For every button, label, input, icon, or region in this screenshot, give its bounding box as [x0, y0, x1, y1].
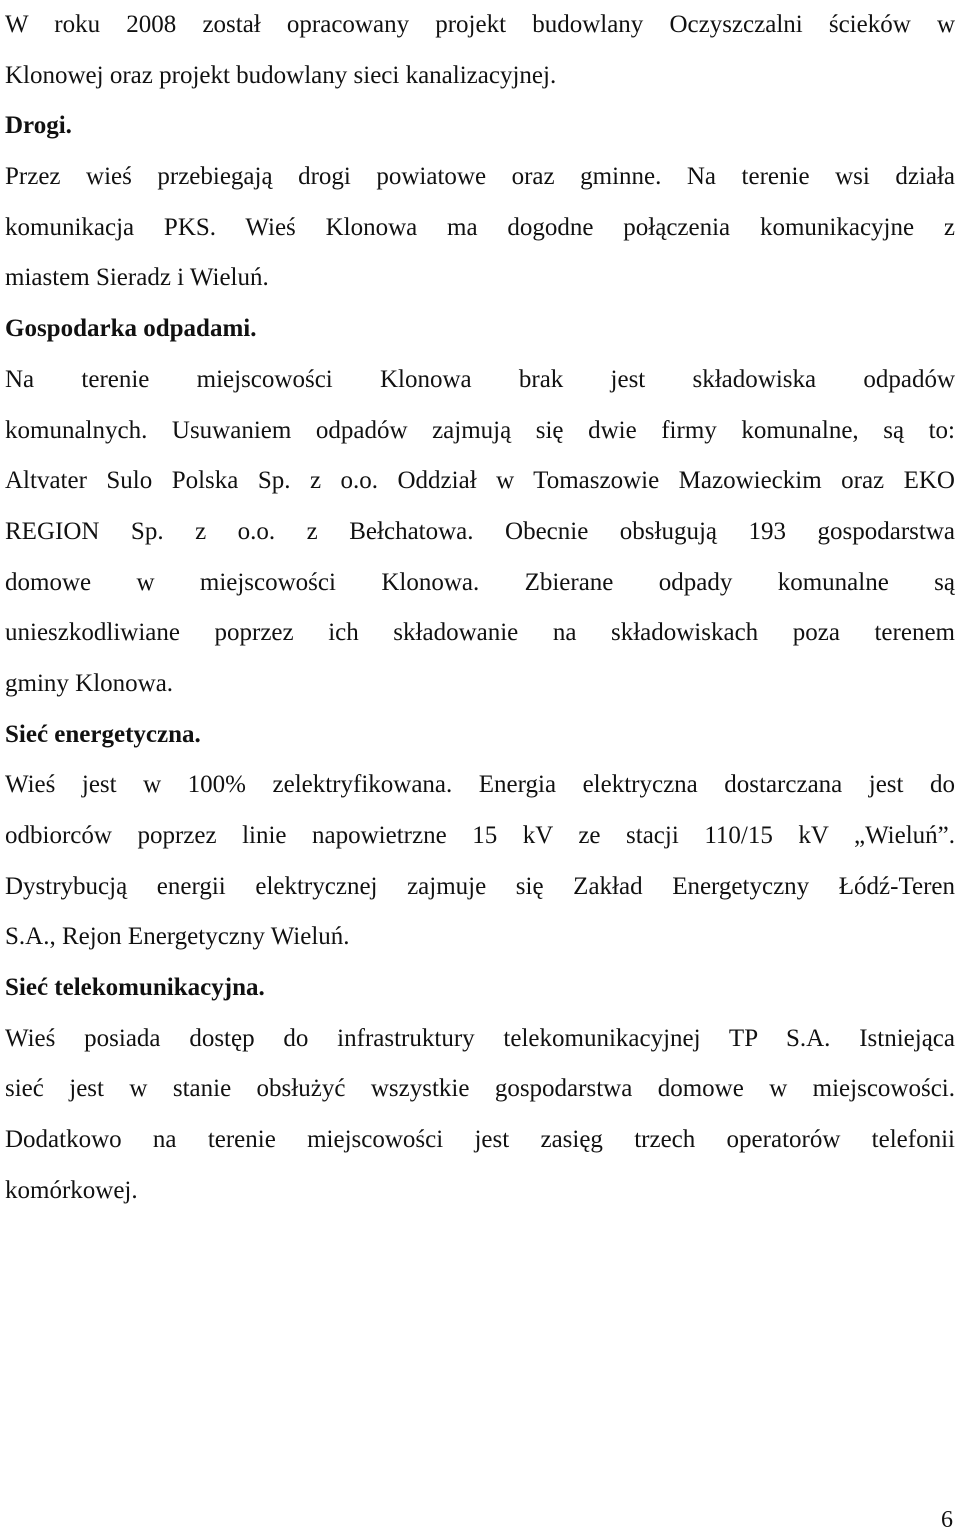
text-line: Dystrybucją energii elektrycznej zajmuje się Zakład Energetyczny Łódź-Teren: [5, 872, 955, 900]
section-heading-drogi: Drogi.: [5, 112, 72, 140]
section-heading-siec-telekomunikacyjna: Sieć telekomunikacyjna.: [5, 974, 265, 1002]
document-page: [5, 0, 955, 1217]
text-line: sieć jest w stanie obsłużyć wszystkie gospodarstwa domowe w miejscowości.: [5, 1075, 955, 1103]
text-line: Altvater Sulo Polska Sp. z o.o. Oddział w Tomaszowie Mazowieckim oraz EKO: [5, 467, 955, 495]
section-heading-gospodarka-odpadami: Gospodarka odpadami.: [5, 315, 257, 343]
text-line: Na terenie miejscowości Klonowa brak jest składowiska odpadów: [5, 365, 955, 393]
section-heading-siec-energetyczna: Sieć energetyczna.: [5, 720, 201, 748]
page-number: 6: [941, 1507, 953, 1533]
text-line: komunikacja PKS. Wieś Klonowa ma dogodne połączenia komunikacyjne z: [5, 213, 955, 241]
text-line: miastem Sieradz i Wieluń.: [5, 264, 269, 292]
text-line: Wieś posiada dostęp do infrastruktury telekomunikacyjnej TP S.A. Istniejąca: [5, 1024, 955, 1052]
text-line: S.A., Rejon Energetyczny Wieluń.: [5, 923, 350, 951]
text-line: domowe w miejscowości Klonowa. Zbierane odpady komunalne są: [5, 568, 955, 596]
text-line: Dodatkowo na terenie miejscowości jest zasięg trzech operatorów telefonii: [5, 1126, 955, 1154]
text-line: odbiorców poprzez linie napowietrzne 15 kV ze stacji 110/15 kV „Wieluń”.: [5, 822, 955, 849]
text-line: REGION Sp. z o.o. z Bełchatowa. Obecnie obsługują 193 gospodarstwa: [5, 517, 955, 545]
text-line: komunalnych. Usuwaniem odpadów zajmują się dwie firmy komunalne, są to:: [5, 416, 955, 444]
text-line: W roku 2008 został opracowany projekt budowlany Oczyszczalni ścieków w: [5, 11, 955, 38]
text-line: unieszkodliwiane poprzez ich składowanie na składowiskach poza terenem: [5, 619, 955, 647]
text-line: Przez wieś przebiegają drogi powiatowe oraz gminne. Na terenie wsi działa: [5, 163, 955, 191]
text-line: komórkowej.: [5, 1176, 138, 1204]
text-line: Wieś jest w 100% zelektryfikowana. Energia elektryczna dostarczana jest do: [5, 771, 955, 799]
text-line: Klonowej oraz projekt budowlany sieci kanalizacyjnej.: [5, 61, 557, 89]
text-line: gminy Klonowa.: [5, 669, 174, 697]
